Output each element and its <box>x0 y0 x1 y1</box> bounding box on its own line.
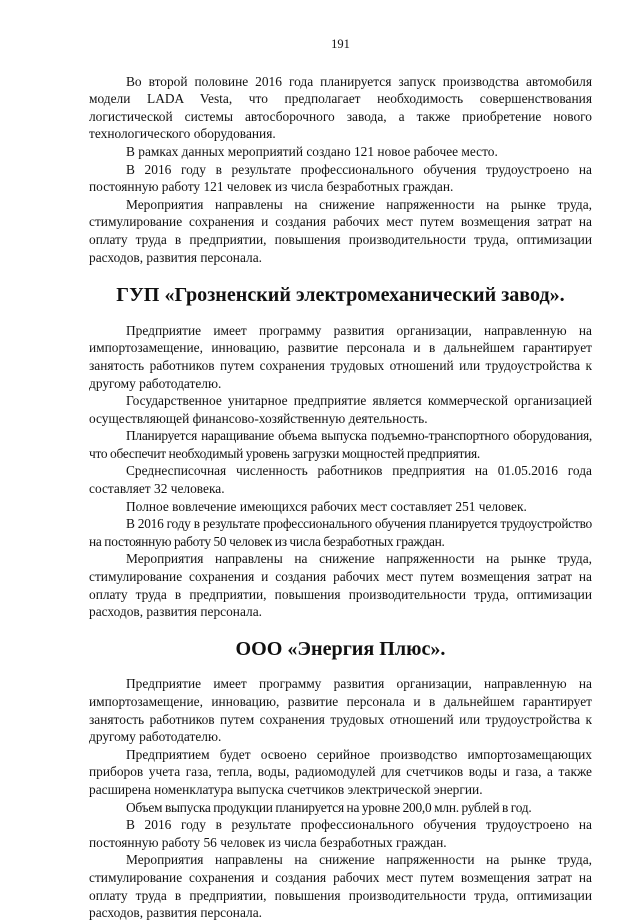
page-number: 191 <box>331 37 350 51</box>
paragraph-s1-unitary: Государственное унитарное предприятие является коммерческой организацией осуществляющей финансово-хозяйственную деятельность. <box>89 393 592 426</box>
paragraph-s1-workplaces: Полное вовлечение имеющихся рабочих мест составляет 251 человек. <box>126 498 527 514</box>
paragraph-s1-output: Планируется наращивание объема выпуска подъемно-транспортного оборудования, что обеспечит необходимый уровень загрузки мощностей предприятия. <box>89 428 592 461</box>
paragraph-intro-training: В 2016 году в результате профессионального обучения трудоустроено на постоянную работу 121 человек из числа безработных граждан. <box>89 161 592 195</box>
section-title-energy-plus: ООО «Энергия Плюс». <box>235 637 446 660</box>
paragraph-s2-program: Предприятие имеет программу развития организации, направленную на импортозамещение, инновацию, развитие персонала и в дальнейшем гарантирует занятость работников путем сохранения трудовых отношений или трудоустройства к другому работодателю. <box>89 676 592 745</box>
section-title-grozny-plant: ГУП «Грозненский электромеханический завод». <box>116 284 565 307</box>
paragraph-s1-program: Предприятие имеет программу развития организации, направленную на импортозамещение, инновацию, развитие персонала и в дальнейшем гарантирует занятость работников путем сохранения трудовых отношений или трудоустройства к другому работодателю. <box>89 322 592 391</box>
paragraph-intro-jobs: В рамках данных мероприятий создано 121 новое рабочее место. <box>126 143 498 159</box>
paragraph-intro-lada: Во второй половине 2016 года планируется запуск производства автомобиля модели LADA Vesta, что предполагает необходимость совершенствования логистической системы автосборочного завода, а также приобретение нового технологического оборудования. <box>89 73 592 142</box>
paragraph-s2-production: Предприятием будет освоено серийное производство импортозамещающих приборов учета газа, тепла, воды, радиомодулей для счетчиков воды и газа, а также расширена номенклатура выпуска счетчиков электрической энергии. <box>89 746 592 797</box>
paragraph-s2-training: В 2016 году в результате профессионального обучения трудоустроено на постоянную работу 56 человек из числа безработных граждан. <box>89 817 592 850</box>
paragraph-s2-measures: Мероприятия направлены на снижение напряженности на рынке труда, стимулирование сохранения и создания рабочих мест путем возмещения затрат на оплату труда в предприятии, повышения производительности труда, оптимизации расходов, развития персонала. <box>89 852 592 921</box>
paragraph-s2-volume: Объем выпуска продукции планируется на уровне 200,0 млн. рублей в год. <box>126 799 532 815</box>
paragraph-s1-training: В 2016 году в результате профессионального обучения планируется трудоустройство на постоянную работу 50 человек из числа безработных граждан. <box>89 516 592 549</box>
paragraph-s1-measures: Мероприятия направлены на снижение напряженности на рынке труда, стимулирование сохранения и создания рабочих мест путем возмещения затрат на оплату труда в предприятии, повышения производительности труда, оптимизации расходов, развития персонала. <box>89 551 592 620</box>
paragraph-s1-headcount: Среднесписочная численность работников предприятия на 01.05.2016 года составляет 32 человека. <box>89 463 592 497</box>
paragraph-intro-measures: Мероприятия направлены на снижение напряженности на рынке труда, стимулирование сохранения и создания рабочих мест путем возмещения затрат на оплату труда в предприятии, повышения производительности труда, оптимизации расходов, развития персонала. <box>89 196 592 265</box>
